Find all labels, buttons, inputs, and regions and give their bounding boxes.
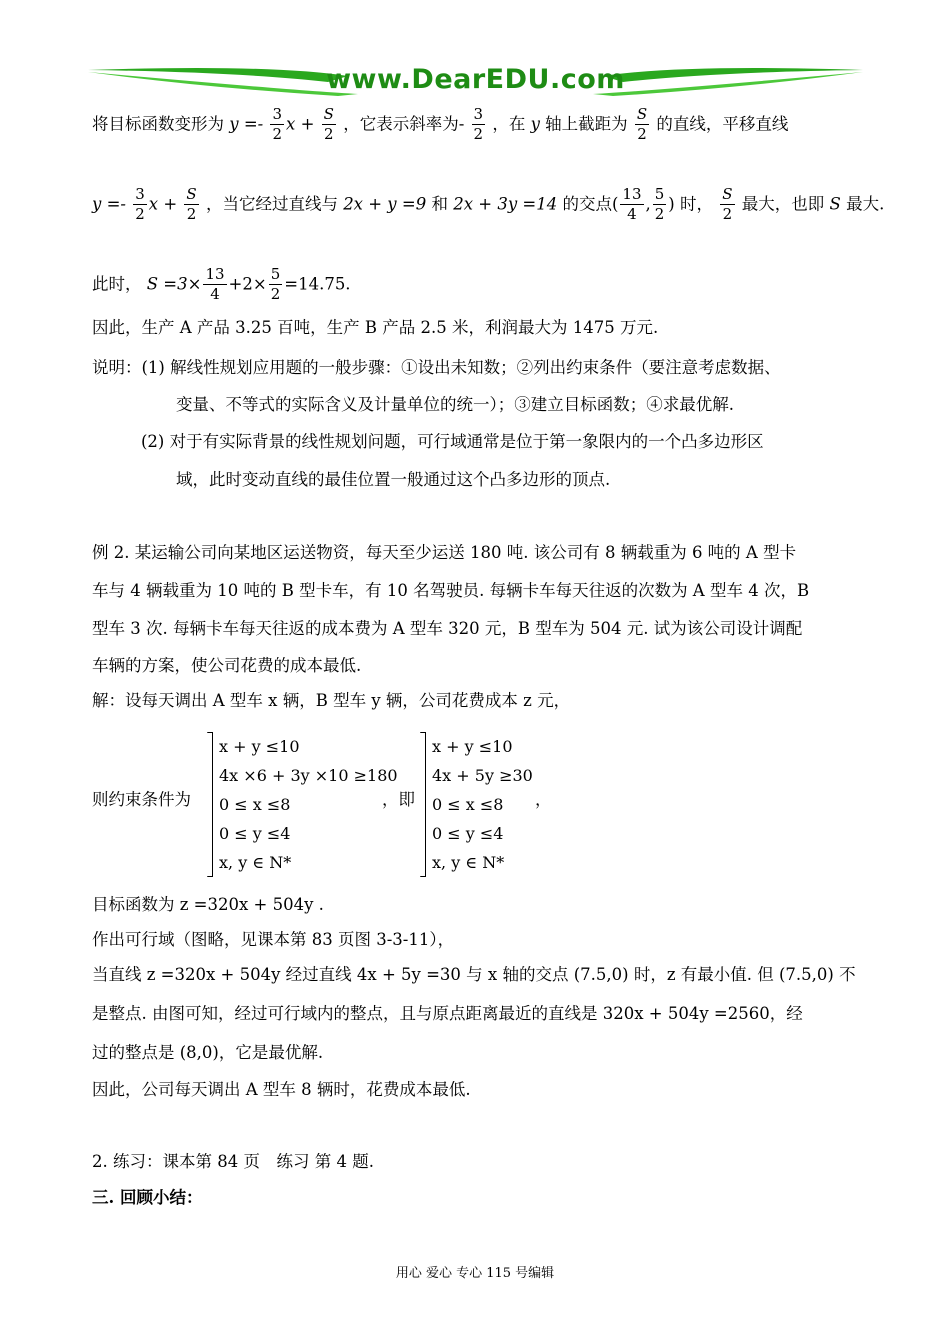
inequality: x, y ∈ N*	[219, 853, 292, 872]
site-logo-text: www.DearEDU.com	[326, 64, 625, 95]
inequality: 0 ≤ y ≤4	[432, 824, 504, 843]
line-18: 过的整点是 (8,0)，它是最优解.	[92, 1043, 324, 1062]
line-8: 域，此时变动直线的最佳位置一般通过这个凸多边形的顶点.	[176, 470, 611, 489]
inequality: 0 ≤ x ≤8	[432, 795, 504, 814]
line-15: 作出可行域（图略，见课本第 83 页图 3-3-11），	[92, 930, 455, 949]
comma-text: ，	[535, 790, 552, 809]
text: ，它表示斜率为-	[343, 114, 465, 134]
inequality: x + y ≤10	[219, 737, 300, 756]
text: 将目标函数变形为	[92, 114, 224, 134]
fraction: $\frac{3}{2}$	[272, 105, 283, 144]
system-2	[425, 732, 533, 877]
fraction: $\frac{S}{2}$	[636, 105, 648, 144]
inequality: 0 ≤ x ≤8	[219, 795, 291, 814]
line-10: 车与 4 辆载重为 10 吨的 B 型卡车，有 10 名驾驶员. 每辆卡车每天往返的次数为 A 型车 4 次，B	[92, 581, 810, 600]
line-3	[92, 266, 351, 304]
text: 最大.	[846, 194, 885, 214]
line-14: 目标函数为 z =320x + 504y .	[92, 895, 324, 914]
math: 2x + 3y =14	[453, 194, 558, 214]
fraction: $\frac{3}{2}$	[135, 185, 145, 224]
math: y =-	[229, 114, 264, 134]
line-19: 因此，公司每天调出 A 型车 8 辆时，花费成本最低.	[92, 1080, 471, 1099]
text: 最大，也即	[741, 194, 825, 214]
line-6: 变量、不等式的实际含义及计量单位的统一）；③建立目标函数；④求最优解.	[176, 395, 734, 414]
math: =14.75.	[284, 274, 351, 294]
fraction: $\frac{S}{2}$	[722, 185, 733, 224]
line-17: 是整点. 由图可知，经过可行域内的整点，且与原点距离最近的直线是 320x + 504y =2560，经	[92, 1004, 803, 1023]
header-banner	[88, 60, 863, 100]
fraction: $\frac{5}{2}$	[270, 265, 281, 304]
math: S =3×	[146, 274, 202, 294]
fraction: $\frac{S}{2}$	[323, 105, 334, 144]
line-12: 车辆的方案，使公司花费的成本最低.	[92, 656, 362, 675]
text: 轴上截距为	[545, 114, 628, 134]
line-4: 因此，生产 A 产品 3.25 百吨，生产 B 产品 2.5 米，利润最大为 1475 万元.	[92, 318, 659, 337]
math: S	[829, 194, 841, 214]
inequality: x, y ∈ N*	[432, 853, 505, 872]
fraction: $\frac{3}{2}$	[473, 105, 484, 144]
text: 的交点	[562, 194, 612, 214]
inequality: 0 ≤ y ≤4	[219, 824, 291, 843]
line-20: 2. 练习：课本第 84 页 练习 第 4 题.	[92, 1152, 374, 1171]
fraction: $\frac{13}{4}$	[622, 185, 642, 224]
math: y =-	[92, 194, 126, 214]
line-16: 当直线 z =320x + 504y 经过直线 4x + 5y =30 与 x 轴的交点 (7.5,0) 时，z 有最小值. 但 (7.5,0) 不	[92, 965, 856, 984]
text: 此时，	[92, 274, 142, 294]
text: ，在	[492, 114, 526, 134]
line-5: 说明：(1) 解线性规划应用题的一般步骤：①设出未知数；②列出约束条件（要注意考虑数据、	[92, 358, 781, 377]
math: 2x + y =9	[343, 194, 427, 214]
footer-text: 用心 爱心 专心 115 号编辑	[395, 1266, 555, 1281]
line-2: y =- $\frac{3}{2}$ x + $\frac{S}{2}$ ，当它经过直线与 2x + y =9 和 2x + 3y =14 的交点( $\frac{13}{4}$ , $\frac{5}{2}$ ) 时， $\frac{S}{2}$ 最大，也即 S 最大.	[92, 185, 885, 224]
line-13: 解：设每天调出 A 型车 x 辆，B 型车 y 辆，公司花费成本 z 元，	[92, 691, 571, 710]
line-7: (2) 对于有实际背景的线性规划问题，可行域通常是位于第一象限内的一个凸多边形区	[141, 432, 764, 451]
math: y	[530, 114, 540, 134]
inequality: 4x ×6 + 3y ×10 ≥180	[219, 766, 398, 785]
text: 和	[431, 194, 448, 214]
ji-text: ，即	[382, 790, 415, 809]
math: x	[148, 194, 159, 214]
fraction: $\frac{5}{2}$	[654, 185, 665, 224]
line-11: 型车 3 次. 每辆卡车每天往返的成本费为 A 型车 320 元，B 型车为 504 元. 试为该公司设计调配	[92, 619, 803, 638]
math: +2×	[228, 274, 267, 294]
line-9: 例 2. 某运输公司向某地区运送物资，每天至少运送 180 吨. 该公司有 8 辆载重为 6 吨的 A 型卡	[92, 543, 797, 562]
math: x	[286, 114, 296, 134]
fraction: $\frac{13}{4}$	[205, 265, 225, 304]
system-1	[212, 732, 398, 877]
text: 的直线，平移直线	[656, 114, 789, 134]
inequality: 4x + 5y ≥30	[432, 766, 533, 785]
text: ，当它经过直线与	[205, 194, 338, 214]
line-1: 将目标函数变形为 y =- $\frac{3}{2}$ x + $\frac{S}{2}$ ，它表示斜率为- $\frac{3}{2}$ ，在 y 轴上截距为 $\frac{S}{2}$ 的直线，平移直线	[92, 105, 789, 144]
text: 时，	[679, 194, 713, 214]
inequality: x + y ≤10	[432, 737, 513, 756]
fraction: $\frac{S}{2}$	[186, 185, 197, 224]
constraint-label: 则约束条件为	[92, 790, 191, 809]
section-heading: 三. 回顾小结：	[92, 1188, 203, 1207]
